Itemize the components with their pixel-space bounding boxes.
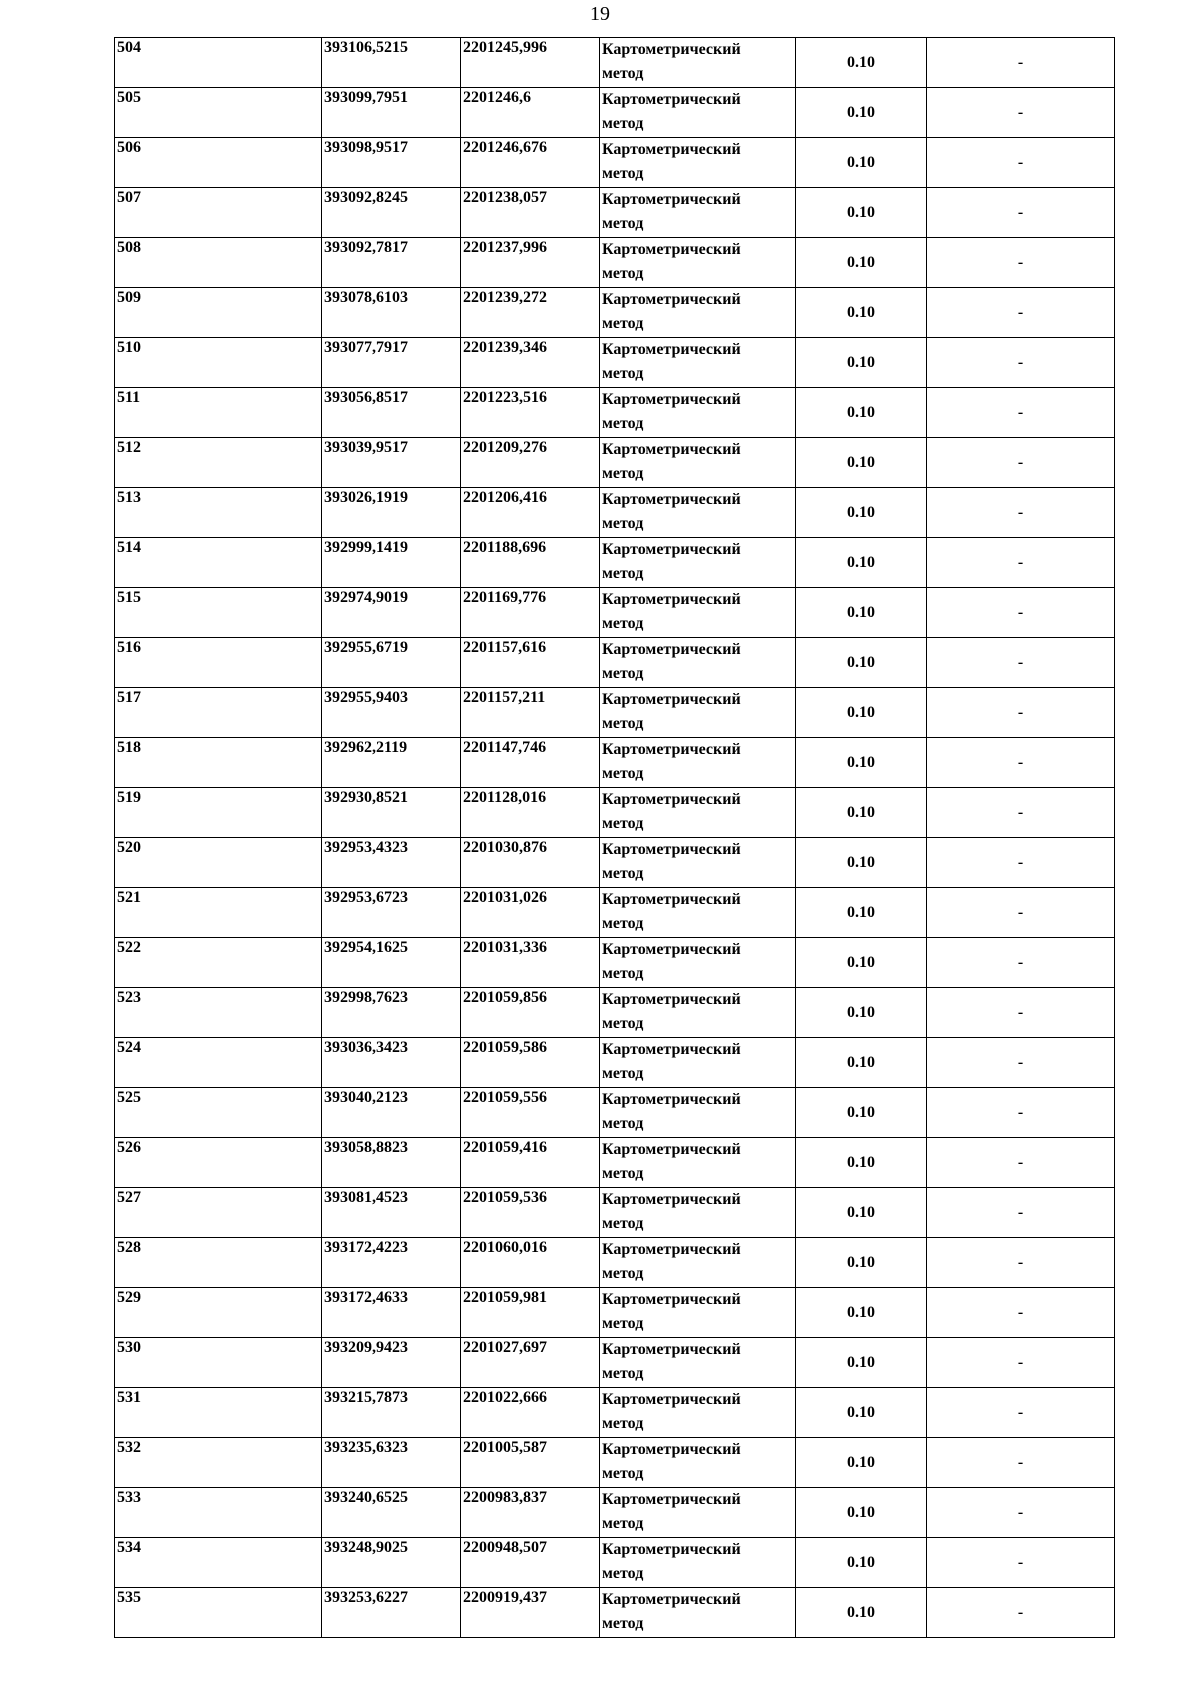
y-coordinate-cell: 2201128,016 — [461, 788, 600, 838]
x-coordinate-cell: 392954,1625 — [322, 938, 461, 988]
table-row — [115, 1288, 1115, 1338]
x-coordinate-cell: 392974,9019 — [322, 588, 461, 638]
table-row — [115, 1588, 1115, 1638]
note-cell: - — [927, 38, 1115, 88]
coordinates-table — [114, 37, 1115, 1638]
accuracy-cell: 0.10 — [796, 1338, 927, 1388]
note-cell: - — [927, 488, 1115, 538]
accuracy-cell: 0.10 — [796, 1288, 927, 1338]
method-cell — [600, 938, 796, 988]
table-row — [115, 1188, 1115, 1238]
accuracy-cell: 0.10 — [796, 188, 927, 238]
accuracy-cell: 0.10 — [796, 388, 927, 438]
y-coordinate-cell: 2201022,666 — [461, 1388, 600, 1438]
page-number: 19 — [590, 3, 610, 25]
method-cell — [600, 1388, 796, 1438]
y-coordinate-cell: 2201059,981 — [461, 1288, 600, 1338]
method-line-2: метод — [602, 565, 644, 582]
method-line-2: метод — [602, 165, 644, 182]
table-row — [115, 1538, 1115, 1588]
method-cell — [600, 338, 796, 388]
accuracy-cell: 0.10 — [796, 988, 927, 1038]
y-coordinate-cell: 2201157,211 — [461, 688, 600, 738]
method-line-1: Картометрический — [602, 941, 741, 958]
table-row — [115, 938, 1115, 988]
table-row — [115, 538, 1115, 588]
method-line-1: Картометрический — [602, 991, 741, 1008]
y-coordinate-cell: 2201239,272 — [461, 288, 600, 338]
note-cell: - — [927, 1138, 1115, 1188]
point-id-cell: 511 — [115, 388, 322, 438]
x-coordinate-cell: 393209,9423 — [322, 1338, 461, 1388]
method-line-2: метод — [602, 765, 644, 782]
point-id-cell: 513 — [115, 488, 322, 538]
accuracy-cell: 0.10 — [796, 338, 927, 388]
point-id-cell: 505 — [115, 88, 322, 138]
method-line-1: Картометрический — [602, 591, 741, 608]
note-cell: - — [927, 1038, 1115, 1088]
accuracy-cell: 0.10 — [796, 1138, 927, 1188]
y-coordinate-cell: 2200983,837 — [461, 1488, 600, 1538]
method-line-2: метод — [602, 915, 644, 932]
table-row — [115, 638, 1115, 688]
y-coordinate-cell: 2200948,507 — [461, 1538, 600, 1588]
y-coordinate-cell: 2201031,336 — [461, 938, 600, 988]
x-coordinate-cell: 393248,9025 — [322, 1538, 461, 1588]
method-cell — [600, 838, 796, 888]
method-line-2: метод — [602, 515, 644, 532]
method-cell — [600, 138, 796, 188]
point-id-cell: 507 — [115, 188, 322, 238]
accuracy-cell: 0.10 — [796, 238, 927, 288]
note-cell: - — [927, 188, 1115, 238]
method-line-2: метод — [602, 1165, 644, 1182]
table-row — [115, 1238, 1115, 1288]
method-line-2: метод — [602, 665, 644, 682]
table-row — [115, 1038, 1115, 1088]
note-cell: - — [927, 1588, 1115, 1638]
method-cell — [600, 988, 796, 1038]
y-coordinate-cell: 2201239,346 — [461, 338, 600, 388]
method-cell — [600, 1538, 796, 1588]
note-cell: - — [927, 1088, 1115, 1138]
x-coordinate-cell: 393235,6323 — [322, 1438, 461, 1488]
y-coordinate-cell: 2201238,057 — [461, 188, 600, 238]
method-line-2: метод — [602, 1515, 644, 1532]
x-coordinate-cell: 392955,9403 — [322, 688, 461, 738]
note-cell: - — [927, 1538, 1115, 1588]
x-coordinate-cell: 392955,6719 — [322, 638, 461, 688]
point-id-cell: 531 — [115, 1388, 322, 1438]
table-row — [115, 688, 1115, 738]
method-line-1: Картометрический — [602, 1141, 741, 1158]
y-coordinate-cell: 2201030,876 — [461, 838, 600, 888]
method-line-2: метод — [602, 415, 644, 432]
x-coordinate-cell: 393099,7951 — [322, 88, 461, 138]
method-line-1: Картометрический — [602, 241, 741, 258]
x-coordinate-cell: 392953,4323 — [322, 838, 461, 888]
y-coordinate-cell: 2200919,437 — [461, 1588, 600, 1638]
method-line-2: метод — [602, 215, 644, 232]
x-coordinate-cell: 393026,1919 — [322, 488, 461, 538]
note-cell: - — [927, 538, 1115, 588]
point-id-cell: 522 — [115, 938, 322, 988]
x-coordinate-cell: 393092,8245 — [322, 188, 461, 238]
table-row — [115, 588, 1115, 638]
method-cell — [600, 88, 796, 138]
note-cell: - — [927, 1488, 1115, 1538]
method-cell — [600, 788, 796, 838]
accuracy-cell: 0.10 — [796, 538, 927, 588]
accuracy-cell: 0.10 — [796, 138, 927, 188]
note-cell: - — [927, 388, 1115, 438]
method-line-1: Картометрический — [602, 891, 741, 908]
x-coordinate-cell: 393253,6227 — [322, 1588, 461, 1638]
y-coordinate-cell: 2201246,676 — [461, 138, 600, 188]
method-line-1: Картометрический — [602, 641, 741, 658]
accuracy-cell: 0.10 — [796, 1588, 927, 1638]
x-coordinate-cell: 393077,7917 — [322, 338, 461, 388]
note-cell: - — [927, 888, 1115, 938]
method-line-2: метод — [602, 115, 644, 132]
method-cell — [600, 638, 796, 688]
method-cell — [600, 888, 796, 938]
method-line-1: Картометрический — [602, 391, 741, 408]
table-row — [115, 838, 1115, 888]
accuracy-cell: 0.10 — [796, 1388, 927, 1438]
accuracy-cell: 0.10 — [796, 888, 927, 938]
method-line-2: метод — [602, 1115, 644, 1132]
point-id-cell: 535 — [115, 1588, 322, 1638]
y-coordinate-cell: 2201157,616 — [461, 638, 600, 688]
method-cell — [600, 1038, 796, 1088]
point-id-cell: 527 — [115, 1188, 322, 1238]
table-row — [115, 738, 1115, 788]
y-coordinate-cell: 2201188,696 — [461, 538, 600, 588]
note-cell: - — [927, 688, 1115, 738]
note-cell: - — [927, 588, 1115, 638]
table-row — [115, 88, 1115, 138]
y-coordinate-cell: 2201059,556 — [461, 1088, 600, 1138]
x-coordinate-cell: 393078,6103 — [322, 288, 461, 338]
method-line-1: Картометрический — [602, 541, 741, 558]
point-id-cell: 524 — [115, 1038, 322, 1088]
table-row — [115, 388, 1115, 438]
note-cell: - — [927, 288, 1115, 338]
method-line-1: Картометрический — [602, 191, 741, 208]
table-row — [115, 888, 1115, 938]
method-cell — [600, 688, 796, 738]
x-coordinate-cell: 393215,7873 — [322, 1388, 461, 1438]
accuracy-cell: 0.10 — [796, 488, 927, 538]
table-row — [115, 788, 1115, 838]
point-id-cell: 506 — [115, 138, 322, 188]
note-cell: - — [927, 988, 1115, 1038]
method-line-2: метод — [602, 65, 644, 82]
y-coordinate-cell: 2201059,856 — [461, 988, 600, 1038]
method-line-2: метод — [602, 1315, 644, 1332]
point-id-cell: 528 — [115, 1238, 322, 1288]
table-row — [115, 1088, 1115, 1138]
point-id-cell: 521 — [115, 888, 322, 938]
point-id-cell: 517 — [115, 688, 322, 738]
accuracy-cell: 0.10 — [796, 1038, 927, 1088]
x-coordinate-cell: 392953,6723 — [322, 888, 461, 938]
method-cell — [600, 1438, 796, 1488]
accuracy-cell: 0.10 — [796, 938, 927, 988]
y-coordinate-cell: 2201031,026 — [461, 888, 600, 938]
x-coordinate-cell: 393106,5215 — [322, 38, 461, 88]
table-row — [115, 1138, 1115, 1188]
method-line-2: метод — [602, 1365, 644, 1382]
point-id-cell: 514 — [115, 538, 322, 588]
accuracy-cell: 0.10 — [796, 1488, 927, 1538]
accuracy-cell: 0.10 — [796, 588, 927, 638]
method-cell — [600, 188, 796, 238]
method-cell — [600, 588, 796, 638]
point-id-cell: 534 — [115, 1538, 322, 1588]
y-coordinate-cell: 2201206,416 — [461, 488, 600, 538]
accuracy-cell: 0.10 — [796, 88, 927, 138]
y-coordinate-cell: 2201169,776 — [461, 588, 600, 638]
method-line-1: Картометрический — [602, 441, 741, 458]
method-line-1: Картометрический — [602, 1291, 741, 1308]
y-coordinate-cell: 2201147,746 — [461, 738, 600, 788]
point-id-cell: 504 — [115, 38, 322, 88]
method-line-1: Картометрический — [602, 1041, 741, 1058]
method-line-2: метод — [602, 465, 644, 482]
accuracy-cell: 0.10 — [796, 38, 927, 88]
method-line-2: метод — [602, 1465, 644, 1482]
point-id-cell: 510 — [115, 338, 322, 388]
method-cell — [600, 1588, 796, 1638]
method-line-1: Картометрический — [602, 91, 741, 108]
method-line-1: Картометрический — [602, 691, 741, 708]
method-line-1: Картометрический — [602, 841, 741, 858]
y-coordinate-cell: 2201005,587 — [461, 1438, 600, 1488]
note-cell: - — [927, 1188, 1115, 1238]
table-row — [115, 988, 1115, 1038]
point-id-cell: 523 — [115, 988, 322, 1038]
accuracy-cell: 0.10 — [796, 1438, 927, 1488]
accuracy-cell: 0.10 — [796, 438, 927, 488]
method-cell — [600, 288, 796, 338]
table-row — [115, 138, 1115, 188]
y-coordinate-cell: 2201059,536 — [461, 1188, 600, 1238]
method-line-2: метод — [602, 715, 644, 732]
x-coordinate-cell: 393172,4633 — [322, 1288, 461, 1338]
method-line-1: Картометрический — [602, 491, 741, 508]
x-coordinate-cell: 393081,4523 — [322, 1188, 461, 1238]
y-coordinate-cell: 2201223,516 — [461, 388, 600, 438]
accuracy-cell: 0.10 — [796, 838, 927, 888]
note-cell: - — [927, 938, 1115, 988]
note-cell: - — [927, 438, 1115, 488]
method-line-2: метод — [602, 1065, 644, 1082]
accuracy-cell: 0.10 — [796, 738, 927, 788]
table-row — [115, 488, 1115, 538]
x-coordinate-cell: 393040,2123 — [322, 1088, 461, 1138]
x-coordinate-cell: 392999,1419 — [322, 538, 461, 588]
method-line-1: Картометрический — [602, 1341, 741, 1358]
table-row — [115, 288, 1115, 338]
x-coordinate-cell: 393058,8823 — [322, 1138, 461, 1188]
accuracy-cell: 0.10 — [796, 288, 927, 338]
point-id-cell: 533 — [115, 1488, 322, 1538]
y-coordinate-cell: 2201209,276 — [461, 438, 600, 488]
note-cell: - — [927, 1288, 1115, 1338]
method-line-2: метод — [602, 815, 644, 832]
y-coordinate-cell: 2201059,586 — [461, 1038, 600, 1088]
method-line-1: Картометрический — [602, 1091, 741, 1108]
x-coordinate-cell: 393092,7817 — [322, 238, 461, 288]
method-cell — [600, 438, 796, 488]
method-line-1: Картометрический — [602, 1491, 741, 1508]
method-cell — [600, 38, 796, 88]
y-coordinate-cell: 2201060,016 — [461, 1238, 600, 1288]
method-cell — [600, 1288, 796, 1338]
method-cell — [600, 388, 796, 438]
table-row — [115, 438, 1115, 488]
method-cell — [600, 1238, 796, 1288]
x-coordinate-cell: 393036,3423 — [322, 1038, 461, 1088]
method-cell — [600, 238, 796, 288]
method-line-1: Картометрический — [602, 1441, 741, 1458]
note-cell: - — [927, 1388, 1115, 1438]
method-cell — [600, 1338, 796, 1388]
x-coordinate-cell: 392998,7623 — [322, 988, 461, 1038]
note-cell: - — [927, 1338, 1115, 1388]
x-coordinate-cell: 393240,6525 — [322, 1488, 461, 1538]
method-line-1: Картометрический — [602, 291, 741, 308]
method-cell — [600, 1138, 796, 1188]
method-line-2: метод — [602, 1215, 644, 1232]
x-coordinate-cell: 393056,8517 — [322, 388, 461, 438]
method-cell — [600, 538, 796, 588]
point-id-cell: 509 — [115, 288, 322, 338]
point-id-cell: 508 — [115, 238, 322, 288]
y-coordinate-cell: 2201027,697 — [461, 1338, 600, 1388]
note-cell: - — [927, 338, 1115, 388]
method-line-1: Картометрический — [602, 1591, 741, 1608]
method-line-2: метод — [602, 365, 644, 382]
method-line-1: Картометрический — [602, 341, 741, 358]
x-coordinate-cell: 392962,2119 — [322, 738, 461, 788]
x-coordinate-cell: 393039,9517 — [322, 438, 461, 488]
point-id-cell: 520 — [115, 838, 322, 888]
method-cell — [600, 1088, 796, 1138]
y-coordinate-cell: 2201237,996 — [461, 238, 600, 288]
method-line-1: Картометрический — [602, 1241, 741, 1258]
method-line-1: Картометрический — [602, 41, 741, 58]
method-cell — [600, 1188, 796, 1238]
y-coordinate-cell: 2201246,6 — [461, 88, 600, 138]
method-cell — [600, 1488, 796, 1538]
x-coordinate-cell: 393098,9517 — [322, 138, 461, 188]
table-row — [115, 1388, 1115, 1438]
point-id-cell: 529 — [115, 1288, 322, 1338]
point-id-cell: 525 — [115, 1088, 322, 1138]
note-cell: - — [927, 738, 1115, 788]
x-coordinate-cell: 392930,8521 — [322, 788, 461, 838]
point-id-cell: 519 — [115, 788, 322, 838]
method-line-2: метод — [602, 265, 644, 282]
accuracy-cell: 0.10 — [796, 688, 927, 738]
method-line-1: Картометрический — [602, 1541, 741, 1558]
note-cell: - — [927, 138, 1115, 188]
note-cell: - — [927, 238, 1115, 288]
point-id-cell: 530 — [115, 1338, 322, 1388]
table-row — [115, 238, 1115, 288]
method-line-2: метод — [602, 1565, 644, 1582]
point-id-cell: 512 — [115, 438, 322, 488]
accuracy-cell: 0.10 — [796, 1188, 927, 1238]
point-id-cell: 515 — [115, 588, 322, 638]
method-line-1: Картометрический — [602, 791, 741, 808]
point-id-cell: 518 — [115, 738, 322, 788]
table-row — [115, 1338, 1115, 1388]
note-cell: - — [927, 788, 1115, 838]
table-row — [115, 38, 1115, 88]
method-line-2: метод — [602, 965, 644, 982]
note-cell: - — [927, 1438, 1115, 1488]
method-line-1: Картометрический — [602, 1391, 741, 1408]
table-row — [115, 1488, 1115, 1538]
y-coordinate-cell: 2201059,416 — [461, 1138, 600, 1188]
y-coordinate-cell: 2201245,996 — [461, 38, 600, 88]
note-cell: - — [927, 638, 1115, 688]
method-line-2: метод — [602, 1415, 644, 1432]
accuracy-cell: 0.10 — [796, 638, 927, 688]
note-cell: - — [927, 88, 1115, 138]
method-line-2: метод — [602, 315, 644, 332]
accuracy-cell: 0.10 — [796, 1238, 927, 1288]
method-cell — [600, 488, 796, 538]
point-id-cell: 526 — [115, 1138, 322, 1188]
method-cell — [600, 738, 796, 788]
x-coordinate-cell: 393172,4223 — [322, 1238, 461, 1288]
method-line-1: Картометрический — [602, 141, 741, 158]
accuracy-cell: 0.10 — [796, 1088, 927, 1138]
coordinates-table-body — [115, 38, 1115, 1638]
point-id-cell: 532 — [115, 1438, 322, 1488]
method-line-1: Картометрический — [602, 741, 741, 758]
method-line-1: Картометрический — [602, 1191, 741, 1208]
accuracy-cell: 0.10 — [796, 1538, 927, 1588]
note-cell: - — [927, 838, 1115, 888]
table-row — [115, 188, 1115, 238]
method-line-2: метод — [602, 865, 644, 882]
method-line-2: метод — [602, 615, 644, 632]
method-line-2: метод — [602, 1265, 644, 1282]
table-row — [115, 338, 1115, 388]
method-line-2: метод — [602, 1615, 644, 1632]
accuracy-cell: 0.10 — [796, 788, 927, 838]
note-cell: - — [927, 1238, 1115, 1288]
table-row — [115, 1438, 1115, 1488]
point-id-cell: 516 — [115, 638, 322, 688]
method-line-2: метод — [602, 1015, 644, 1032]
